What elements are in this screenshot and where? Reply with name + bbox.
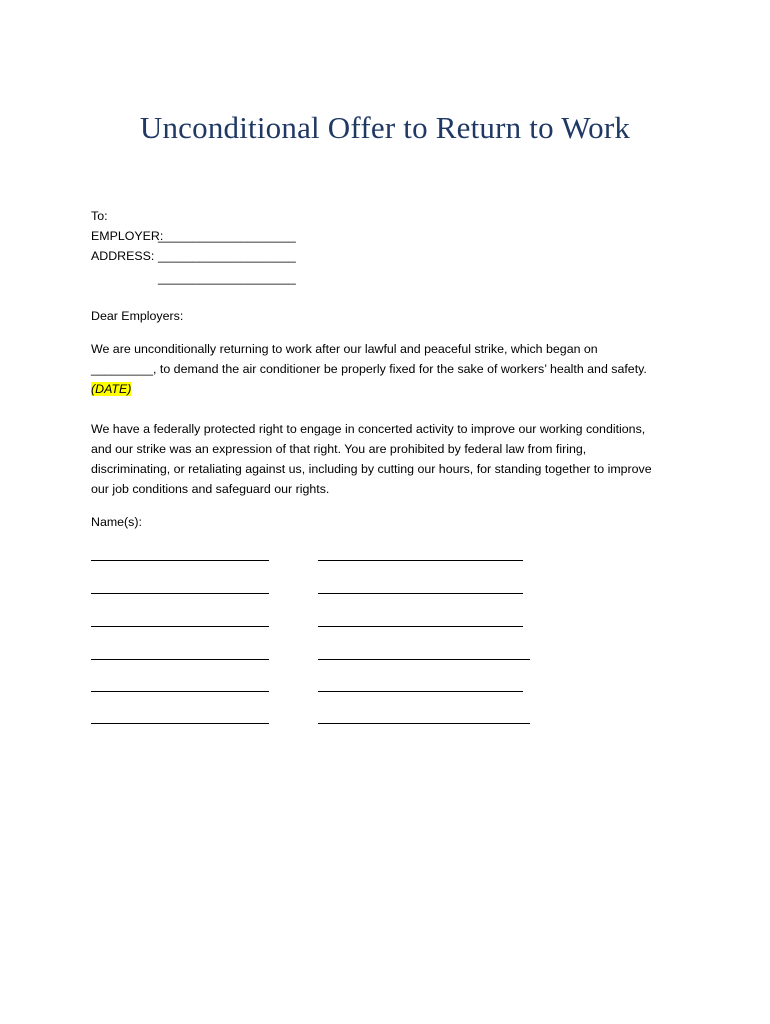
date-hint: (DATE) <box>91 382 132 396</box>
to-label: To: <box>91 209 108 223</box>
name-line-right-3[interactable] <box>318 626 523 627</box>
address-label: ADDRESS: <box>91 249 155 263</box>
paragraph-line: discriminating, or retaliating against us, including by cutting our hours, for standing together to improve <box>91 462 652 476</box>
name-line-right-4[interactable] <box>318 659 530 660</box>
paragraph-line: We are unconditionally returning to work after our lawful and peaceful strike, which began on <box>91 342 598 356</box>
employer-label: EMPLOYER: <box>91 229 164 243</box>
rights-paragraph <box>91 419 681 499</box>
name-line-right-5[interactable] <box>318 691 523 692</box>
name-line-left-3[interactable] <box>91 626 269 627</box>
name-line-right-2[interactable] <box>318 593 523 594</box>
name-line-left-4[interactable] <box>91 659 269 660</box>
paragraph-line: our job conditions and safeguard our rights. <box>91 482 330 496</box>
name-line-left-6[interactable] <box>91 723 269 724</box>
employer-field[interactable]: ____________________ <box>158 229 296 243</box>
address-field-line-2[interactable]: ____________________ <box>158 271 296 285</box>
return-paragraph <box>91 339 681 399</box>
document-title: Unconditional Offer to Return to Work <box>139 110 631 145</box>
name-line-right-1[interactable] <box>318 560 523 561</box>
paragraph-line: and our strike was an expression of that right. You are prohibited by federal law from firing, <box>91 442 587 456</box>
address-field-line-1[interactable]: ____________________ <box>158 249 296 263</box>
name-line-left-5[interactable] <box>91 691 269 692</box>
name-line-left-2[interactable] <box>91 593 269 594</box>
salutation: Dear Employers: <box>91 309 184 323</box>
paragraph-line: _________, to demand the air conditioner be properly fixed for the sake of workers’ health and safety. <box>91 362 647 376</box>
name-line-left-1[interactable] <box>91 560 269 561</box>
paragraph-line: We have a federally protected right to engage in concerted activity to improve our working conditions, <box>91 422 646 436</box>
name-line-right-6[interactable] <box>318 723 530 724</box>
names-label: Name(s): <box>91 515 142 529</box>
